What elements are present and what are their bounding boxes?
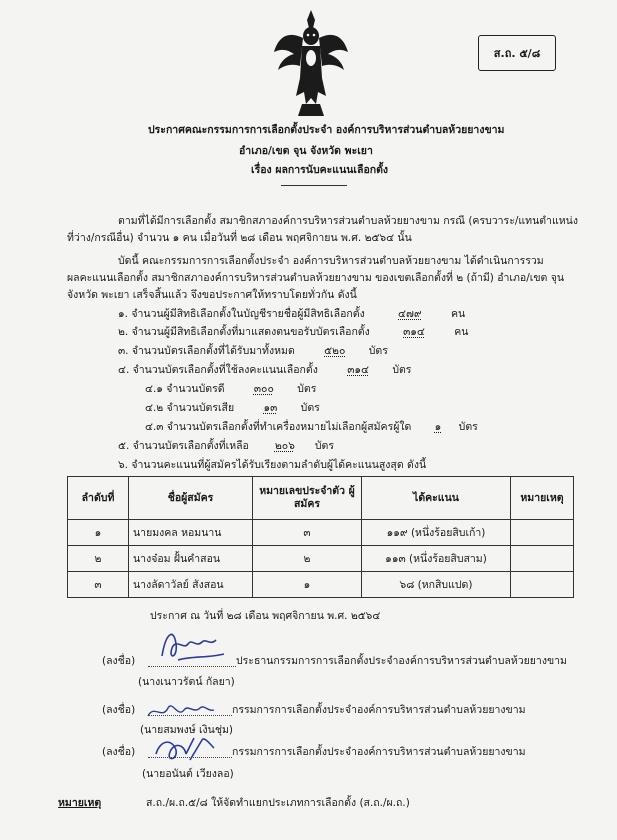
item-no-vote-ballots	[145, 421, 478, 434]
item-label: ๖. จำนวนคะแนนที่ผู้สมัครได้รับเรียงตามลำดับผู้ได้คะแนนสูงสุด ดังนี้	[118, 459, 427, 471]
item-eligible-voters	[118, 308, 465, 321]
paragraph-2-line-2: ผลคะแนนเลือกตั้ง สมาชิกสภาองค์การบริหารส่วนตำบลห้วยยางขาม ของเขตเลือกตั้งที่ ๒ (ถ้ามี) อำเภอ/เขต จุน	[67, 272, 565, 284]
paragraph-2-line-1: บัดนี้ คณะกรรมการการเลือกตั้งประจำ องค์การบริหารส่วนตำบลห้วยยางขาม ได้ดำเนินการรวม	[118, 255, 544, 267]
item-label: ๑. จำนวนผู้มีสิทธิเลือกตั้งในบัญชีรายชื่อผู้มีสิทธิเลือกตั้ง	[118, 308, 365, 320]
signature-2-role: กรรมการการเลือกตั้งประจำองค์การบริหารส่วนตำบลห้วยยางขาม	[232, 704, 526, 716]
col-remark: หมายเหตุ	[511, 477, 574, 520]
cell-remark	[511, 546, 574, 572]
item-unit: บัตร	[297, 383, 317, 395]
col-candidate-name: ชื่อผู้สมัคร	[129, 477, 253, 520]
cell-score: ๖๘ (หกสิบแปด)	[362, 572, 511, 598]
signature-3-dotted-line	[148, 746, 232, 758]
signature-1-dotted-line	[148, 655, 236, 667]
signature-3-name: (นายอนันต์ เวียงลอ)	[142, 768, 234, 780]
table-row	[68, 572, 574, 598]
cell-score: ๑๑๓ (หนึ่งร้อยสิบสาม)	[362, 546, 511, 572]
signature-2-name: (นายสมพงษ์ เงินชุ่ม)	[140, 724, 233, 736]
signature-1-role: ประธานกรรมการการเลือกตั้งประจำองค์การบริหารส่วนตำบลห้วยยางขาม	[236, 655, 567, 667]
col-candidate-number: หมายเลขประจำตัว ผู้สมัคร	[253, 477, 362, 520]
item-label: ๔.๑ จำนวนบัตรดี	[145, 383, 225, 395]
item-label: ๔.๒ จำนวนบัตรเสีย	[145, 402, 235, 414]
signature-2-dotted-line	[148, 704, 232, 716]
item-unit: บัตร	[392, 364, 412, 376]
item-ballots-used	[118, 364, 411, 377]
item-value: ๓๐๐	[253, 383, 274, 395]
item-unit: บัตร	[458, 421, 478, 433]
item-value: ๓๑๔	[403, 326, 425, 338]
signature-3-prefix: (ลงชื่อ)	[102, 746, 136, 758]
cell-remark	[511, 520, 574, 546]
cell-name: นางจ๋อม ฝั้นคำสอน	[129, 546, 253, 572]
cell-number: ๓	[253, 520, 362, 546]
item-good-ballots	[145, 383, 316, 396]
signature-1-prefix: (ลงชื่อ)	[102, 655, 136, 667]
item-unit: คน	[454, 326, 469, 338]
item-label: ๒. จำนวนผู้มีสิทธิเลือกตั้งที่มาแสดงตนขอรับบัตรเลือกตั้ง	[118, 326, 370, 338]
col-score: ได้คะแนน	[362, 477, 511, 520]
cell-name: นางลัดาวัลย์ สังสอน	[129, 572, 253, 598]
item-bad-ballots	[145, 402, 320, 415]
item-candidate-scores-intro	[118, 459, 426, 472]
cell-order: ๑	[68, 520, 129, 546]
heading-line-3: เรื่อง ผลการนับคะแนนเลือกตั้ง	[251, 164, 389, 176]
item-label: ๔.๓ จำนวนบัตรเลือกตั้งที่ทำเครื่องหมายไม่เลือกผู้สมัครผู้ใด	[145, 421, 412, 433]
signature-1-name: (นางเนาวรัตน์ กัลยา)	[138, 676, 235, 688]
footnote-text: ส.ถ./ผ.ถ.๕/๘ ให้จัดทำแยกประเภทการเลือกตั้ง (ส.ถ./ผ.ถ.)	[146, 797, 410, 809]
cell-score: ๑๑๙ (หนึ่งร้อยสิบเก้า)	[362, 520, 511, 546]
item-value: ๔๗๙	[398, 308, 422, 320]
item-ballots-received	[118, 345, 388, 358]
table-header-row	[68, 477, 574, 520]
item-value: ๑๓	[263, 402, 278, 414]
garuda-emblem-icon	[272, 8, 350, 120]
footnote-label: หมายเหตุ	[58, 797, 102, 809]
table-row	[68, 546, 574, 572]
item-value: ๒๐๖	[274, 440, 295, 452]
paragraph-1-line-1: ตามที่ได้มีการเลือกตั้ง สมาชิกสภาองค์การบริหารส่วนตำบลห้วยยางขาม กรณี (ครบวาระ/แทนตำแหน่ง	[118, 215, 578, 227]
heading-line-1: ประกาศคณะกรรมการการเลือกตั้งประจำ องค์การบริหารส่วนตำบลห้วยยางขาม	[148, 124, 505, 136]
table-row	[68, 520, 574, 546]
cell-name: นายมงคล หอมนาน	[129, 520, 253, 546]
paragraph-2-line-3: จังหวัด พะเยา เสร็จสิ้นแล้ว จึงขอประกาศให้ทราบโดยทั่วกัน ดังนี้	[67, 289, 357, 301]
col-order: ลำดับที่	[68, 477, 129, 520]
cell-remark	[511, 572, 574, 598]
item-label: ๓. จำนวนบัตรเลือกตั้งที่ได้รับมาทั้งหมด	[118, 345, 295, 357]
item-value: ๓๑๔	[347, 364, 369, 376]
item-ballots-remaining-shown	[118, 440, 334, 453]
cell-order: ๓	[68, 572, 129, 598]
cell-number: ๒	[253, 546, 362, 572]
announcement-date: ประกาศ ณ วันที่ ๒๘ เดือน พฤศจิกายน พ.ศ. ๒๕๖๔	[150, 610, 381, 622]
cell-number: ๑	[253, 572, 362, 598]
item-label: ๕. จำนวนบัตรเลือกตั้งที่เหลือ	[118, 440, 249, 452]
item-unit: บัตร	[314, 440, 334, 452]
item-value: ๕๒๐	[324, 345, 346, 357]
heading-divider	[281, 185, 347, 186]
results-table	[67, 476, 574, 598]
heading-line-2: อำเภอ/เขต จุน จังหวัด พะเยา	[239, 145, 373, 157]
item-unit: บัตร	[300, 402, 320, 414]
form-code-badge: ส.ถ. ๕/๘	[478, 35, 556, 71]
item-unit: คน	[450, 308, 466, 320]
paragraph-1-line-2: ที่ว่าง/กรณีอื่น) จำนวน ๑ คน เมื่อวันที่ ๒๘ เดือน พฤศจิกายน พ.ศ. ๒๕๖๔ นั้น	[67, 232, 412, 244]
item-label: ๔. จำนวนบัตรเลือกตั้งที่ใช้ลงคะแนนเลือกตั้ง	[118, 364, 318, 376]
signature-2-prefix: (ลงชื่อ)	[102, 704, 136, 716]
cell-order: ๒	[68, 546, 129, 572]
item-unit: บัตร	[368, 345, 388, 357]
item-value: ๑	[434, 421, 442, 433]
item-voters-present	[118, 326, 468, 339]
signature-3-role: กรรมการการเลือกตั้งประจำองค์การบริหารส่วนตำบลห้วยยางขาม	[232, 746, 526, 758]
